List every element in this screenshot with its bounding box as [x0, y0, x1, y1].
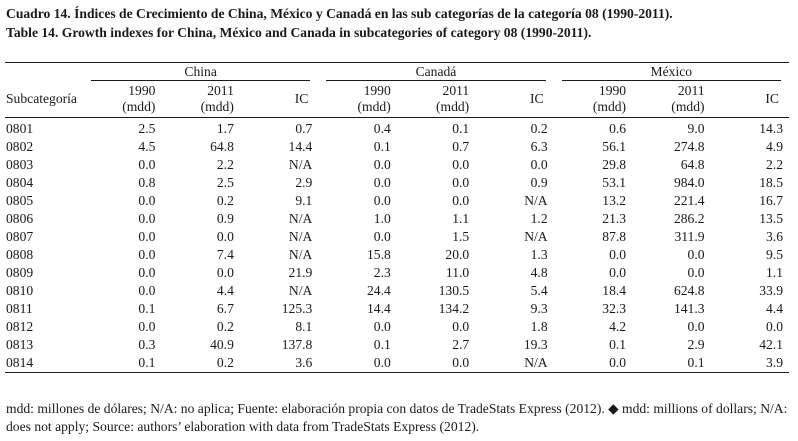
cell-mexico-ic: 3.9	[766, 355, 783, 370]
cell-canada-ic: 0.9	[530, 175, 548, 190]
cell-china-1990: 0.0	[138, 283, 156, 298]
cell-china-ic: N/A	[288, 229, 313, 244]
cell-canada-1990: 0.1	[373, 337, 391, 352]
col-header-canada-ic: IC	[475, 81, 553, 118]
country-header-row	[5, 63, 789, 82]
cell-canada-ic: 6.3	[530, 139, 548, 154]
cell-canada-2011: 134.2	[438, 301, 470, 316]
cell-canada-1990: 0.0	[373, 355, 391, 370]
cell-mexico-2011: 9.0	[687, 121, 705, 136]
cell-canada-ic: N/A	[524, 355, 548, 370]
cell-mexico-2011: 64.8	[680, 157, 705, 172]
table-title	[6, 4, 796, 42]
cell-canada-2011: 0.0	[452, 157, 470, 172]
cell-mexico-2011: 0.0	[687, 247, 705, 262]
cell-canada-1990: 1.0	[373, 211, 391, 226]
cell-china-2011: 2.5	[216, 175, 234, 190]
cell-china-ic: 14.4	[288, 139, 313, 154]
cell-china-2011: 2.2	[216, 157, 234, 172]
cell-subcategory: 0809	[6, 265, 34, 280]
cell-subcategory: 0814	[6, 355, 34, 370]
cell-china-1990: 0.0	[138, 319, 156, 334]
cell-canada-1990: 14.4	[366, 301, 391, 316]
cell-china-2011: 0.2	[216, 193, 234, 208]
cell-mexico-ic: 14.3	[759, 121, 783, 136]
cell-mexico-1990: 87.8	[602, 229, 627, 244]
cell-china-ic: 0.7	[295, 121, 313, 136]
cell-subcategory: 0808	[6, 247, 34, 262]
cell-mexico-ic: 9.5	[766, 247, 783, 262]
cell-mexico-2011: 624.8	[673, 283, 705, 298]
cell-canada-ic: 4.8	[530, 265, 548, 280]
table-body	[5, 118, 789, 373]
cell-mexico-1990: 13.2	[602, 193, 627, 208]
cell-china-ic: 137.8	[281, 337, 313, 352]
cell-canada-2011: 2.7	[452, 337, 470, 352]
cell-canada-1990: 0.0	[373, 193, 391, 208]
cell-subcategory: 0803	[6, 157, 34, 172]
subcategory-header: Subcategoría	[5, 81, 83, 118]
cell-canada-2011: 130.5	[438, 283, 470, 298]
col-header-china-ic: IC	[240, 81, 318, 118]
table-row	[5, 264, 789, 282]
cell-mexico-1990: 0.6	[609, 121, 627, 136]
cell-canada-1990: 2.3	[373, 265, 391, 280]
title-english: Table 14. Growth indexes for China, México and Canada in subcategories of category 08 (1990-2011).	[6, 25, 592, 40]
cell-canada-1990: 24.4	[366, 283, 391, 298]
cell-canada-2011: 0.0	[452, 355, 470, 370]
cell-mexico-1990: 53.1	[602, 175, 627, 190]
cell-china-2011: 40.9	[210, 337, 234, 352]
cell-china-1990: 0.0	[138, 247, 156, 262]
cell-mexico-2011: 984.0	[673, 175, 705, 190]
cell-subcategory: 0804	[6, 175, 34, 190]
cell-canada-2011: 0.0	[452, 319, 470, 334]
cell-canada-1990: 15.8	[366, 247, 391, 262]
cell-china-2011: 0.2	[216, 355, 234, 370]
table-row	[5, 228, 789, 246]
cell-canada-2011: 1.5	[452, 229, 470, 244]
group-header-canada: Canadá	[318, 63, 553, 82]
footnote: mdd: millones de dólares; N/A: no aplica; Fuente: elaboración propia con datos de TradeStats Express (2012). ◆ mdd: millions of dollars; N/A: does not apply; Source: authors’ elaboration with data from TradeStats Express (2012).	[6, 401, 788, 434]
cell-china-2011: 0.0	[216, 265, 234, 280]
cell-subcategory: 0813	[6, 337, 34, 352]
cell-subcategory: 0811	[6, 301, 33, 316]
cell-china-ic: 21.9	[288, 265, 313, 280]
cell-china-1990: 0.0	[138, 265, 156, 280]
cell-mexico-1990: 0.0	[609, 265, 627, 280]
cell-china-1990: 0.0	[138, 157, 156, 172]
cell-canada-1990: 0.0	[373, 175, 391, 190]
group-header-mexico: México	[554, 63, 789, 82]
cell-mexico-2011: 0.1	[687, 355, 705, 370]
cell-china-1990: 0.0	[138, 211, 156, 226]
cell-canada-2011: 0.0	[452, 175, 470, 190]
cell-mexico-1990: 0.1	[609, 337, 627, 352]
cell-mexico-ic: 3.6	[766, 229, 783, 244]
cell-mexico-1990: 4.2	[609, 319, 627, 334]
cell-mexico-2011: 221.4	[673, 193, 705, 208]
cell-mexico-ic: 4.9	[766, 139, 783, 154]
title-spanish: Cuadro 14. Índices de Crecimiento de China, México y Canadá en las sub categorías de la categoría 08 (1990-2011).	[6, 6, 673, 21]
cell-mexico-1990: 29.8	[602, 157, 627, 172]
cell-china-ic: N/A	[288, 211, 313, 226]
cell-china-1990: 0.8	[138, 175, 156, 190]
cell-china-1990: 0.1	[138, 301, 156, 316]
table-row	[5, 318, 789, 336]
cell-mexico-ic: 16.7	[759, 193, 783, 208]
table-row	[5, 300, 789, 318]
cell-china-ic: N/A	[288, 283, 313, 298]
cell-canada-ic: N/A	[524, 229, 548, 244]
cell-mexico-2011: 2.9	[687, 337, 705, 352]
cell-china-ic: N/A	[288, 247, 313, 262]
cell-canada-ic: N/A	[524, 193, 548, 208]
cell-mexico-ic: 18.5	[759, 175, 783, 190]
cell-canada-ic: 1.3	[530, 247, 548, 262]
cell-mexico-1990: 56.1	[602, 139, 627, 154]
cell-mexico-1990: 0.0	[609, 355, 627, 370]
cell-china-1990: 0.0	[138, 193, 156, 208]
cell-canada-2011: 0.1	[452, 121, 470, 136]
cell-china-ic: 8.1	[295, 319, 313, 334]
cell-china-2011: 6.7	[216, 301, 234, 316]
cell-china-1990: 0.3	[138, 337, 156, 352]
col-header-canada-1990: 1990 (mdd)	[318, 81, 396, 118]
cell-canada-2011: 11.0	[445, 265, 470, 280]
cell-china-ic: 125.3	[281, 301, 313, 316]
cell-canada-2011: 0.7	[452, 139, 470, 154]
table-row	[5, 118, 789, 139]
cell-china-2011: 64.8	[210, 139, 234, 154]
cell-subcategory: 0810	[6, 283, 34, 298]
cell-china-ic: 3.6	[295, 355, 313, 370]
table-row	[5, 354, 789, 373]
cell-canada-1990: 0.1	[373, 139, 391, 154]
col-header-mexico-2011: 2011 (mdd)	[632, 81, 710, 118]
table-row	[5, 210, 789, 228]
table-row	[5, 174, 789, 192]
cell-china-2011: 7.4	[216, 247, 234, 262]
cell-subcategory: 0805	[6, 193, 34, 208]
cell-canada-1990: 0.4	[373, 121, 391, 136]
cell-canada-ic: 1.8	[530, 319, 548, 334]
table-row	[5, 138, 789, 156]
cell-canada-1990: 0.0	[373, 157, 391, 172]
cell-canada-ic: 0.2	[530, 121, 548, 136]
cell-china-1990: 2.5	[138, 121, 156, 136]
cell-mexico-1990: 21.3	[602, 211, 627, 226]
cell-subcategory: 0806	[6, 211, 34, 226]
table-row	[5, 156, 789, 174]
cell-mexico-2011: 286.2	[673, 211, 705, 226]
cell-mexico-ic: 0.0	[766, 319, 783, 334]
cell-subcategory: 0802	[6, 139, 34, 154]
table-row	[5, 282, 789, 300]
cell-mexico-1990: 32.3	[602, 301, 627, 316]
cell-china-2011: 4.4	[216, 283, 234, 298]
cell-mexico-1990: 18.4	[602, 283, 627, 298]
cell-canada-2011: 1.1	[452, 211, 470, 226]
cell-canada-1990: 0.0	[373, 319, 391, 334]
group-header-china: China	[83, 63, 318, 82]
table-row	[5, 192, 789, 210]
cell-china-1990: 0.1	[138, 355, 156, 370]
cell-canada-ic: 19.3	[523, 337, 548, 352]
cell-mexico-2011: 0.0	[687, 265, 705, 280]
cell-mexico-ic: 13.5	[759, 211, 783, 226]
cell-subcategory: 0801	[6, 121, 34, 136]
cell-mexico-ic: 4.4	[766, 301, 783, 316]
table-row	[5, 246, 789, 264]
column-header-row	[5, 81, 789, 118]
cell-mexico-ic: 33.9	[759, 283, 783, 298]
cell-china-2011: 0.9	[216, 211, 234, 226]
cell-china-2011: 0.2	[216, 319, 234, 334]
cell-canada-ic: 9.3	[530, 301, 548, 316]
col-header-mexico-ic: IC	[711, 81, 789, 118]
col-header-china-1990: 1990 (mdd)	[83, 81, 161, 118]
cell-china-ic: 2.9	[295, 175, 313, 190]
cell-mexico-ic: 42.1	[759, 337, 783, 352]
cell-canada-ic: 5.4	[530, 283, 548, 298]
cell-china-2011: 0.0	[216, 229, 234, 244]
cell-china-ic: 9.1	[295, 193, 313, 208]
cell-canada-1990: 0.0	[373, 229, 391, 244]
cell-canada-ic: 1.2	[530, 211, 548, 226]
cell-china-1990: 4.5	[138, 139, 156, 154]
cell-mexico-2011: 311.9	[674, 229, 705, 244]
cell-mexico-2011: 0.0	[687, 319, 705, 334]
cell-canada-2011: 20.0	[445, 247, 470, 262]
col-header-mexico-1990: 1990 (mdd)	[554, 81, 632, 118]
col-header-canada-2011: 2011 (mdd)	[397, 81, 475, 118]
cell-mexico-2011: 274.8	[673, 139, 705, 154]
cell-china-2011: 1.7	[216, 121, 234, 136]
cell-subcategory: 0812	[6, 319, 34, 334]
cell-mexico-1990: 0.0	[609, 247, 627, 262]
growth-index-table	[5, 62, 789, 373]
cell-subcategory: 0807	[6, 229, 34, 244]
cell-canada-2011: 0.0	[452, 193, 470, 208]
cell-china-1990: 0.0	[138, 229, 156, 244]
cell-mexico-ic: 2.2	[766, 157, 783, 172]
table-row	[5, 336, 789, 354]
cell-canada-ic: 0.0	[530, 157, 548, 172]
cell-mexico-2011: 141.3	[673, 301, 705, 316]
cell-china-ic: N/A	[288, 157, 313, 172]
cell-mexico-ic: 1.1	[766, 265, 783, 280]
col-header-china-2011: 2011 (mdd)	[161, 81, 239, 118]
